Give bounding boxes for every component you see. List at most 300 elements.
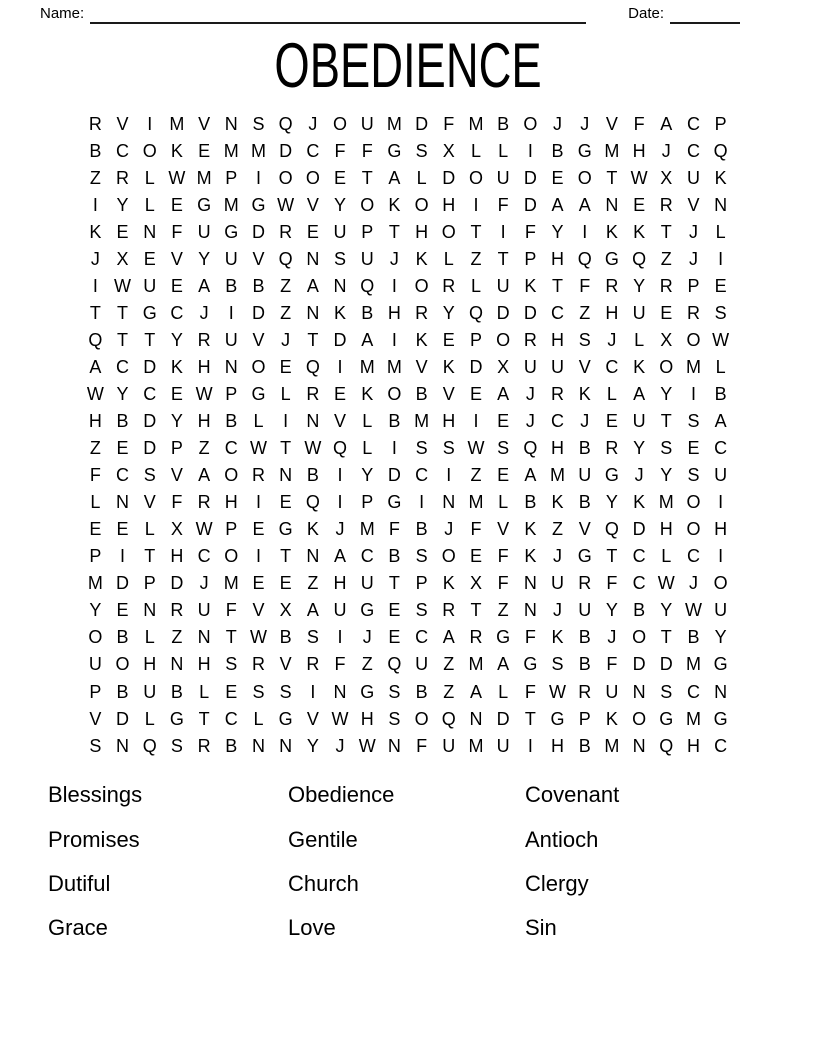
grid-letter: H — [442, 411, 456, 432]
grid-letter: E — [605, 411, 618, 432]
grid-letter: G — [278, 708, 293, 729]
grid-letter: V — [89, 708, 102, 729]
grid-letter: M — [468, 492, 484, 513]
grid-letter: I — [92, 194, 98, 215]
grid-letter: O — [523, 113, 538, 134]
grid-letter: B — [388, 411, 401, 432]
grid-letter: I — [337, 356, 343, 377]
grid-letter: I — [283, 411, 289, 432]
grid-letter: S — [687, 465, 700, 486]
word-item: Gentile — [288, 826, 358, 852]
grid-letter: K — [170, 356, 183, 377]
grid-letter: Y — [334, 194, 347, 215]
grid-letter: U — [197, 221, 211, 242]
grid-letter: S — [279, 681, 292, 702]
grid-letter: O — [713, 573, 728, 594]
grid-letter: C — [415, 627, 429, 648]
grid-letter: H — [551, 735, 565, 756]
grid-letter: M — [87, 573, 103, 594]
grid-letter: I — [527, 140, 533, 161]
grid-letter: V — [252, 248, 265, 269]
grid-letter: B — [225, 735, 238, 756]
grid-letter: G — [387, 140, 402, 161]
grid-letter: G — [197, 194, 212, 215]
grid-letter: T — [552, 275, 564, 296]
grid-letter: O — [224, 465, 239, 486]
grid-letter: D — [523, 167, 537, 188]
grid-letter: M — [685, 654, 701, 675]
grid-letter: O — [251, 356, 266, 377]
grid-letter: N — [632, 735, 646, 756]
grid-letter: R — [170, 600, 184, 621]
grid-letter: T — [470, 600, 482, 621]
grid-letter: N — [714, 194, 728, 215]
grid-letter: I — [228, 302, 234, 323]
grid-letter: C — [197, 546, 211, 567]
grid-letter: X — [279, 600, 292, 621]
grid-letter: W — [657, 573, 675, 594]
grid-letter: K — [415, 248, 428, 269]
grid-letter: Z — [579, 302, 591, 323]
grid-letter: I — [473, 194, 479, 215]
grid-letter: L — [362, 438, 373, 459]
grid-letter: L — [199, 681, 210, 702]
grid-letter: O — [686, 329, 701, 350]
grid-letter: I — [391, 438, 397, 459]
grid-letter: G — [360, 681, 375, 702]
grid-letter: C — [306, 140, 320, 161]
grid-letter: I — [718, 248, 724, 269]
grid-letter: W — [195, 383, 213, 404]
grid-letter: L — [443, 248, 454, 269]
grid-letter: F — [334, 654, 346, 675]
grid-letter: P — [89, 681, 102, 702]
grid-letter: I — [527, 735, 533, 756]
grid-letter: S — [497, 438, 510, 459]
grid-letter: Q — [468, 302, 483, 323]
grid-letter: A — [633, 383, 646, 404]
word-item: Grace — [48, 915, 108, 941]
grid-letter: C — [714, 735, 728, 756]
grid-letter: V — [198, 113, 211, 134]
grid-letter: L — [634, 329, 645, 350]
grid-letter: K — [415, 329, 428, 350]
grid-letter: V — [143, 492, 156, 513]
grid-letter: H — [224, 492, 238, 513]
grid-letter: G — [142, 302, 157, 323]
word-item: Church — [288, 870, 359, 896]
grid-letter: R — [116, 167, 130, 188]
grid-letter: S — [306, 627, 319, 648]
grid-letter: A — [442, 627, 455, 648]
grid-letter: N — [224, 113, 238, 134]
grid-letter: S — [252, 113, 265, 134]
grid-letter: Z — [171, 627, 183, 648]
grid-letter: E — [306, 221, 319, 242]
grid-letter: T — [524, 708, 536, 729]
grid-letter: C — [686, 546, 700, 567]
grid-letter: N — [306, 248, 320, 269]
grid-letter: W — [277, 194, 295, 215]
grid-letter: M — [223, 573, 239, 594]
grid-letter: Y — [714, 627, 727, 648]
grid-letter: I — [582, 221, 588, 242]
grid-letter: E — [170, 194, 183, 215]
grid-letter: T — [361, 167, 373, 188]
grid-letter: K — [89, 221, 102, 242]
grid-letter: P — [225, 519, 238, 540]
grid-letter: D — [496, 708, 510, 729]
name-blank-line — [90, 4, 586, 24]
grid-letter: U — [714, 465, 728, 486]
grid-letter: L — [715, 221, 726, 242]
grid-letter: C — [686, 113, 700, 134]
grid-letter: I — [419, 492, 425, 513]
grid-letter: I — [255, 546, 261, 567]
grid-letter: T — [280, 438, 292, 459]
grid-letter: U — [197, 600, 211, 621]
grid-letter: B — [89, 140, 102, 161]
grid-letter: D — [143, 438, 157, 459]
grid-letter: L — [144, 194, 155, 215]
grid-letter: H — [415, 221, 429, 242]
grid-letter: K — [334, 302, 347, 323]
grid-letter: B — [388, 546, 401, 567]
grid-letter: N — [279, 465, 293, 486]
grid-letter: K — [524, 519, 537, 540]
grid-letter: H — [551, 438, 565, 459]
grid-letter: M — [223, 194, 239, 215]
grid-letter: W — [358, 735, 376, 756]
grid-letter: O — [387, 383, 402, 404]
grid-letter: R — [659, 194, 673, 215]
grid-letter: U — [605, 681, 619, 702]
grid-letter: U — [496, 275, 510, 296]
grid-letter: O — [414, 275, 429, 296]
grid-letter: G — [713, 708, 728, 729]
grid-letter: F — [606, 573, 618, 594]
grid-letter: V — [578, 519, 591, 540]
grid-letter: H — [387, 302, 401, 323]
grid-letter: D — [116, 708, 130, 729]
grid-letter: P — [225, 383, 238, 404]
grid-letter: J — [199, 573, 209, 594]
grid-letter: L — [253, 708, 264, 729]
grid-letter: V — [306, 708, 319, 729]
grid-letter: P — [415, 573, 428, 594]
grid-letter: I — [500, 221, 506, 242]
grid-letter: R — [306, 654, 320, 675]
grid-letter: L — [498, 681, 509, 702]
grid-letter: E — [469, 383, 482, 404]
grid-letter: H — [686, 735, 700, 756]
grid-letter: E — [252, 573, 265, 594]
grid-letter: Y — [116, 383, 129, 404]
letter-grid — [82, 110, 735, 759]
grid-letter: R — [686, 302, 700, 323]
grid-letter: H — [714, 519, 728, 540]
grid-letter: Y — [116, 194, 129, 215]
grid-letter: O — [632, 708, 647, 729]
grid-letter: F — [388, 519, 400, 540]
grid-letter: I — [337, 492, 343, 513]
grid-letter: W — [86, 383, 104, 404]
grid-letter: J — [525, 383, 535, 404]
grid-letter: Q — [278, 248, 293, 269]
date-field — [628, 4, 740, 24]
grid-letter: N — [224, 356, 238, 377]
grid-letter: K — [578, 383, 591, 404]
grid-letter: U — [333, 221, 347, 242]
grid-letter: F — [443, 113, 455, 134]
grid-letter: P — [687, 275, 700, 296]
name-field — [40, 4, 606, 24]
grid-letter: E — [225, 681, 238, 702]
grid-letter: D — [116, 573, 130, 594]
grid-letter: R — [469, 627, 483, 648]
grid-letter: F — [524, 627, 536, 648]
grid-letter: C — [360, 546, 374, 567]
grid-letter: N — [523, 600, 537, 621]
grid-letter: M — [223, 140, 239, 161]
grid-letter: D — [251, 221, 265, 242]
grid-letter: E — [170, 275, 183, 296]
grid-letter: A — [551, 194, 564, 215]
grid-letter: W — [331, 708, 349, 729]
grid-letter: E — [497, 411, 510, 432]
grid-letter: D — [632, 519, 646, 540]
grid-letter: O — [441, 221, 456, 242]
grid-letter: U — [360, 248, 374, 269]
grid-letter: B — [551, 140, 564, 161]
grid-letter: F — [633, 113, 645, 134]
grid-letter: J — [335, 519, 345, 540]
grid-letter: O — [115, 654, 130, 675]
grid-letter: M — [604, 735, 620, 756]
grid-letter: A — [334, 546, 347, 567]
grid-letter: G — [387, 492, 402, 513]
grid-letter: B — [361, 302, 374, 323]
grid-letter: L — [470, 275, 481, 296]
grid-letter: E — [469, 546, 482, 567]
grid-letter: E — [687, 438, 700, 459]
grid-letter: V — [116, 113, 129, 134]
grid-letter: E — [388, 627, 401, 648]
grid-letter: F — [497, 573, 509, 594]
grid-letter: Q — [278, 113, 293, 134]
grid-letter: I — [718, 492, 724, 513]
grid-letter: L — [416, 167, 427, 188]
grid-letter: E — [279, 573, 292, 594]
grid-letter: Y — [361, 465, 374, 486]
grid-letter: C — [686, 140, 700, 161]
grid-letter: I — [473, 411, 479, 432]
grid-letter: N — [116, 492, 130, 513]
grid-letter: C — [551, 302, 565, 323]
grid-letter: H — [197, 411, 211, 432]
grid-letter: I — [337, 627, 343, 648]
grid-letter: N — [306, 546, 320, 567]
grid-letter: M — [658, 492, 674, 513]
grid-letter: O — [224, 546, 239, 567]
word-item: Obedience — [288, 782, 395, 808]
grid-letter: Z — [89, 167, 101, 188]
grid-letter: D — [659, 654, 673, 675]
grid-letter: B — [116, 627, 129, 648]
grid-letter: K — [524, 275, 537, 296]
grid-letter: G — [604, 465, 619, 486]
grid-letter: Z — [470, 248, 482, 269]
grid-letter: E — [551, 167, 564, 188]
grid-letter: N — [387, 735, 401, 756]
grid-letter: N — [469, 708, 483, 729]
grid-letter: M — [169, 113, 185, 134]
word-item: Antioch — [525, 826, 599, 852]
grid-letter: U — [523, 356, 537, 377]
grid-letter: S — [415, 600, 428, 621]
grid-letter: G — [251, 194, 266, 215]
grid-letter: S — [252, 681, 265, 702]
grid-letter: Z — [470, 465, 482, 486]
grid-letter: S — [170, 735, 183, 756]
grid-letter: F — [524, 681, 536, 702]
grid-letter: K — [633, 356, 646, 377]
grid-letter: B — [415, 681, 428, 702]
grid-letter: I — [690, 383, 696, 404]
grid-letter: Q — [632, 248, 647, 269]
grid-letter: I — [391, 329, 397, 350]
grid-letter: C — [224, 438, 238, 459]
grid-letter: U — [578, 465, 592, 486]
grid-letter: S — [334, 248, 347, 269]
grid-letter: S — [578, 329, 591, 350]
grid-letter: Z — [443, 681, 455, 702]
grid-letter: H — [360, 708, 374, 729]
grid-letter: M — [468, 113, 484, 134]
header — [40, 0, 740, 24]
grid-letter: Z — [280, 302, 292, 323]
grid-letter: S — [225, 654, 238, 675]
grid-letter: D — [170, 573, 184, 594]
grid-letter: E — [143, 248, 156, 269]
grid-letter: H — [143, 654, 157, 675]
grid-letter: G — [360, 600, 375, 621]
grid-letter: P — [469, 329, 482, 350]
grid-letter: O — [88, 627, 103, 648]
grid-letter: E — [714, 275, 727, 296]
grid-letter: P — [143, 573, 156, 594]
grid-letter: S — [687, 411, 700, 432]
grid-letter: W — [712, 329, 730, 350]
grid-letter: D — [523, 194, 537, 215]
grid-letter: G — [577, 140, 592, 161]
grid-letter: U — [551, 573, 565, 594]
grid-letter: B — [116, 681, 129, 702]
grid-letter: F — [470, 519, 482, 540]
grid-letter: G — [278, 519, 293, 540]
grid-letter: S — [415, 438, 428, 459]
grid-letter: J — [553, 546, 563, 567]
grid-letter: N — [605, 194, 619, 215]
grid-letter: Z — [497, 600, 509, 621]
grid-letter: T — [660, 221, 672, 242]
grid-letter: Y — [660, 465, 673, 486]
grid-letter: L — [144, 708, 155, 729]
grid-letter: F — [89, 465, 101, 486]
grid-letter: K — [306, 519, 319, 540]
grid-letter: O — [142, 140, 157, 161]
grid-letter: G — [496, 627, 511, 648]
grid-letter: F — [225, 600, 237, 621]
grid-letter: S — [660, 438, 673, 459]
grid-letter: B — [633, 600, 646, 621]
grid-letter: E — [198, 140, 211, 161]
grid-letter: J — [661, 140, 671, 161]
grid-letter: W — [304, 438, 322, 459]
grid-letter: M — [386, 356, 402, 377]
grid-letter: H — [605, 302, 619, 323]
grid-letter: Y — [633, 275, 646, 296]
grid-letter: I — [147, 113, 153, 134]
grid-letter: G — [713, 654, 728, 675]
grid-letter: R — [578, 681, 592, 702]
grid-letter: B — [225, 411, 238, 432]
grid-letter: U — [143, 681, 157, 702]
grid-letter: R — [659, 275, 673, 296]
grid-letter: B — [578, 735, 591, 756]
grid-letter: Q — [305, 492, 320, 513]
word-list — [48, 773, 768, 951]
grid-letter: W — [684, 600, 702, 621]
grid-letter: P — [89, 546, 102, 567]
grid-letter: C — [686, 681, 700, 702]
grid-letter: E — [633, 194, 646, 215]
grid-letter: K — [170, 140, 183, 161]
grid-letter: U — [442, 735, 456, 756]
grid-letter: H — [551, 248, 565, 269]
grid-letter: S — [415, 546, 428, 567]
grid-letter: M — [359, 356, 375, 377]
puzzle-title: OBEDIENCE — [274, 31, 542, 101]
grid-letter: O — [278, 167, 293, 188]
grid-letter: T — [307, 329, 319, 350]
grid-letter: T — [144, 329, 156, 350]
grid-letter: U — [224, 248, 238, 269]
grid-letter: A — [714, 411, 727, 432]
grid-letter: J — [580, 113, 590, 134]
grid-letter: H — [170, 546, 184, 567]
grid-letter: H — [88, 411, 102, 432]
grid-letter: U — [224, 329, 238, 350]
grid-letter: A — [524, 465, 537, 486]
grid-letter: Z — [89, 438, 101, 459]
grid-letter: K — [524, 546, 537, 567]
grid-letter: T — [497, 248, 509, 269]
grid-letter: R — [551, 383, 565, 404]
grid-letter: G — [169, 708, 184, 729]
grid-letter: N — [306, 302, 320, 323]
grid-letter: L — [362, 411, 373, 432]
grid-letter: F — [171, 492, 183, 513]
word-item: Clergy — [525, 870, 589, 896]
grid-letter: R — [88, 113, 102, 134]
grid-letter: J — [607, 329, 617, 350]
grid-letter: G — [577, 546, 592, 567]
grid-letter: D — [143, 356, 157, 377]
grid-letter: I — [120, 546, 126, 567]
grid-letter: Q — [577, 248, 592, 269]
grid-letter: U — [360, 573, 374, 594]
